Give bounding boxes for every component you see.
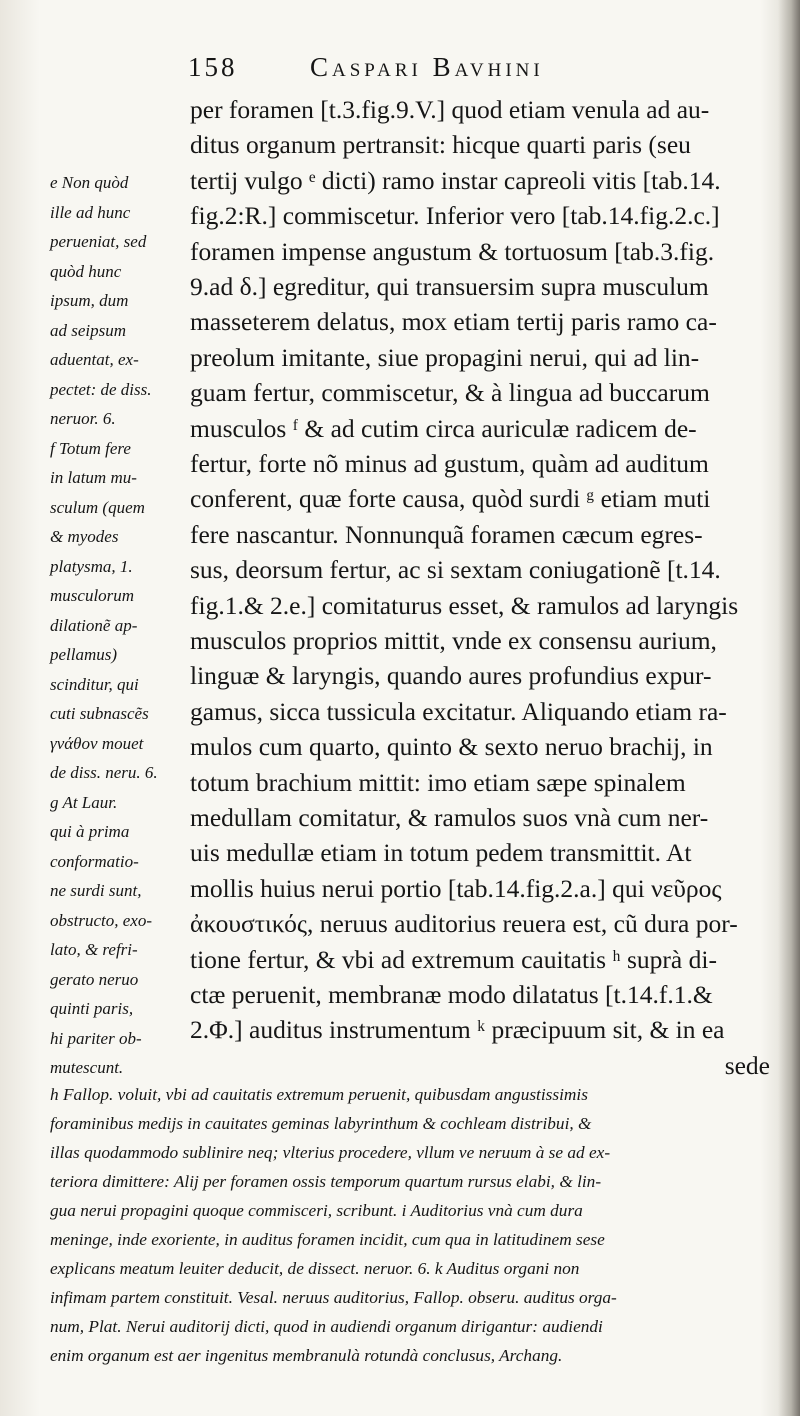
margin-note-line: & myodes <box>50 527 119 546</box>
margin-note-line: pellamus) <box>50 645 118 664</box>
body-text-line: musculos proprios mittit, vnde ex consensu aurium, <box>190 626 717 655</box>
body-text-line: uis medullæ etiam in totum pedem transmittit. At <box>190 838 692 868</box>
body-text-line: mulos cum quarto, quinto & sexto neruo brachij, in <box>190 732 713 762</box>
margin-note-line: hi pariter ob- <box>50 1028 142 1048</box>
footnote-line: teriora dimittere: Alij per foramen ossis temporum quartum rursus elabi, & lin- <box>50 1172 602 1191</box>
margin-note-line: scinditur, qui <box>50 674 139 694</box>
body-text-line: fere nascantur. Nonnunquã foramen cæcum egres- <box>190 519 703 549</box>
body-text-line: foramen impense angustum & tortuosum [tab.3.fig. <box>190 236 715 266</box>
margin-note-line: lato, & refri- <box>50 940 138 959</box>
margin-note-line: ne surdi sunt, <box>50 881 142 900</box>
footnote-line: enim organum est aer ingenitus membranulà rotundà conclusus, Archang. <box>50 1346 563 1365</box>
margin-note-line: de diss. neru. 6. <box>50 763 158 782</box>
body-text-line: 9.ad δ.] egreditur, qui transuersim supra musculum <box>190 272 709 301</box>
margin-note-line: qui à prima <box>50 822 130 841</box>
margin-note-line: ille ad hunc <box>50 202 131 222</box>
body-text-line: tertij vulgo ᵉ dicti) ramo instar capreoli vitis [tab.14. <box>190 165 721 195</box>
body-text-line: mollis huius nerui portio [tab.14.fig.2.a.] qui νεῦρος <box>190 873 722 903</box>
footnote-line: infimam partem constituit. Vesal. neruus auditorius, Fallop. obseru. auditus orga- <box>50 1288 617 1307</box>
margin-note-line: aduentat, ex- <box>50 350 139 369</box>
body-text-line: 2.Φ.] auditus instrumentum ᵏ præcipuum sit, & in ea <box>190 1015 725 1045</box>
body-text-line: ctæ peruenit, membranæ modo dilatatus [t.14.f.1.& <box>190 980 713 1009</box>
margin-note-line: quòd hunc <box>50 261 122 281</box>
margin-note-line: γνάθον mouet <box>50 733 144 753</box>
body-text-line: fig.1.& 2.e.] comitaturus esset, & ramulos ad laryngis <box>190 590 739 620</box>
margin-note-line: g At Laur. <box>50 792 118 812</box>
body-text-line: per foramen [t.3.fig.9.V.] quod etiam venula ad au- <box>190 95 710 124</box>
body-text-line: masseterem delatus, mox etiam tertij paris ramo ca- <box>190 307 717 337</box>
margin-note-line: gerato neruo <box>50 969 139 989</box>
footnote-line: illas quodammodo sublinire neq; vlterius procedere, vllum ve neruum à se ad ex- <box>50 1143 611 1162</box>
margin-note-line: perueniat, sed <box>50 232 147 251</box>
margin-note-line: dilationẽ ap- <box>50 615 138 635</box>
margin-note-line: ad seipsum <box>50 320 127 340</box>
body-text-line: tione fertur, & vbi ad extremum cauitatis ʰ suprà di- <box>190 944 717 974</box>
binding-gutter-shadow <box>778 0 800 1416</box>
margin-note-line: conformatio- <box>50 851 139 871</box>
body-text-line: linguæ & laryngis, quando aures profundius expur- <box>190 661 712 691</box>
footnote-line: num, Plat. Nerui auditorij dicti, quod in audiendi organum dirigantur: audiendi <box>50 1317 603 1336</box>
margin-note-line: platysma, 1. <box>50 556 133 576</box>
margin-note-line: cuti subnascẽs <box>50 704 149 723</box>
footnote-line: explicans meatum leuiter deducit, de dissect. neruor. 6. k Auditus organi non <box>50 1259 580 1278</box>
page-header <box>188 52 768 92</box>
body-text-line: sus, deorsum fertur, ac si sextam coniugationẽ [t.14. <box>190 555 721 585</box>
body-text-line: conferent, quæ forte causa, quòd surdi ᵍ etiam muti <box>190 484 711 514</box>
margin-note-line: f Totum fere <box>50 438 131 458</box>
body-text-line: medullam comitatur, & ramulos suos vnà cum ner- <box>190 803 709 832</box>
body-text-line: sede <box>724 1050 770 1080</box>
body-text-line: guam fertur, commiscetur, & à lingua ad buccarum <box>190 378 710 408</box>
body-text-line: fig.2:R.] commiscetur. Inferior vero [tab.14.fig.2.c.] <box>190 201 720 231</box>
body-text-line: musculos ᶠ & ad cutim circa auriculæ radicem de- <box>190 413 697 443</box>
body-text-line: ἀκουστικός, neruus auditorius reuera est, cũ dura por- <box>190 909 738 939</box>
running-head: Caspari Bavhini <box>310 52 544 82</box>
margin-note-line: musculorum <box>50 586 135 605</box>
margin-note-line: neruor. 6. <box>50 409 116 428</box>
margin-note-line: quinti paris, <box>50 999 134 1018</box>
footnote-line: h Fallop. voluit, vbi ad cauitatis extremum peruenit, quibusdam angustissimis <box>50 1085 588 1104</box>
margin-note-line: sculum (quem <box>50 497 145 517</box>
margin-note-line: ipsum, dum <box>50 291 129 310</box>
margin-note-line: obstructo, exo- <box>50 910 152 930</box>
footnote-line: meninge, inde exoriente, in auditus foramen incidit, cum qua in latitudinem sese <box>50 1230 605 1249</box>
page-number: 158 <box>188 52 238 82</box>
body-text-line: totum brachium mittit: imo etiam sæpe spinalem <box>190 767 686 797</box>
body-text-line: fertur, forte nõ minus ad gustum, quàm ad auditum <box>190 449 709 478</box>
footnote-line: gua nerui propagini quoque commisceri, scribunt. i Auditorius vnà cum dura <box>50 1201 583 1220</box>
margin-note-line: e Non quòd <box>50 173 129 192</box>
margin-note-line: pectet: de diss. <box>50 379 152 399</box>
footnote-line: foraminibus medijs in cauitates geminas labyrinthum & cochleam distribui, & <box>50 1114 592 1133</box>
body-text-line: ditus organum pertransit: hicque quarti paris (seu <box>190 130 691 160</box>
margin-note-line: in latum mu- <box>50 468 137 487</box>
margin-note-line: mutescunt. <box>50 1058 124 1077</box>
body-text-line: preolum imitante, siue propagini nerui, qui ad lin- <box>190 342 700 372</box>
body-text-line: gamus, sicca tussicula excitatur. Aliquando etiam ra- <box>190 696 727 726</box>
